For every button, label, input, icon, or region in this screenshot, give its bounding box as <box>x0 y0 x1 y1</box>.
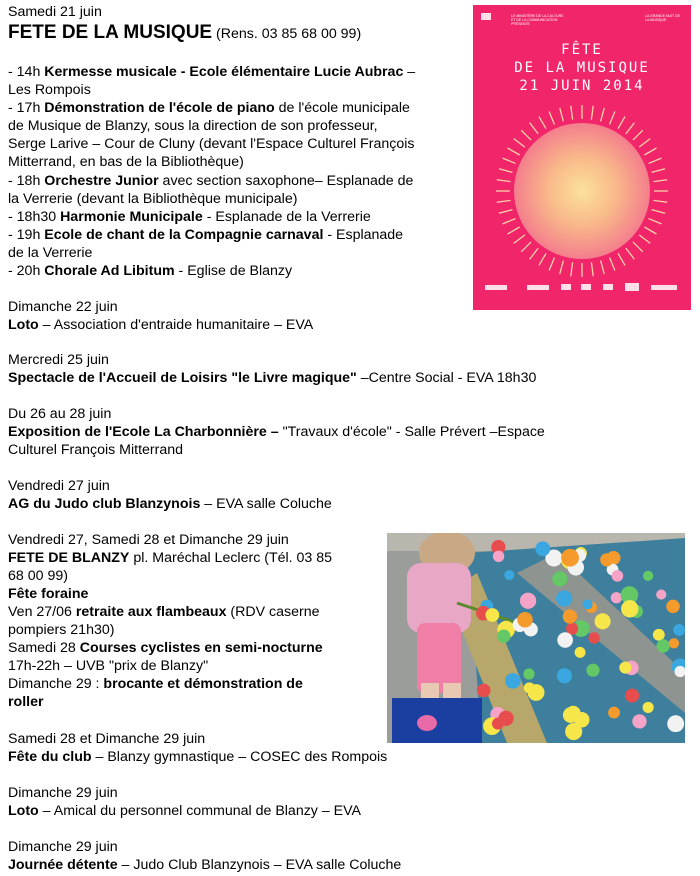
event-date: Samedi 28 et Dimanche 29 juin <box>8 731 206 747</box>
program-item: - 19h Ecole de chant de la Compagnie carnaval - Esplanade <box>8 227 404 243</box>
poster-title-line2: DE LA MUSIQUE <box>514 60 650 76</box>
event-title: Journée détente – Judo Club Blanzynois – EVA salle Coluche <box>8 857 402 873</box>
event-date: Dimanche 29 juin <box>8 839 118 855</box>
event-title: Fête du club – Blanzy gymnastique – COSEC des Rompois <box>8 749 388 765</box>
sun-disc-icon <box>514 123 650 259</box>
fete-musique-heading <box>8 24 361 44</box>
event-date: Vendredi 27 juin <box>8 478 110 494</box>
sponsor-logo-icon <box>603 284 613 290</box>
sponsor-logo-icon <box>651 285 677 290</box>
blanzy-title: FETE DE BLANZY pl. Maréchal Leclerc (Tél. 03 85 <box>8 550 333 566</box>
fete-musique-date: Samedi 21 juin <box>8 4 102 20</box>
program-item-cont: de Musique de Blanzy, sous la direction de son professeur, <box>8 118 378 134</box>
duck-pond-illustration <box>387 533 685 743</box>
fete-musique-title: FETE DE LA MUSIQUE <box>8 22 213 43</box>
blanzy-brocante: Dimanche 29 : brocante et démonstration de <box>8 676 303 692</box>
event-date: Dimanche 22 juin <box>8 299 118 315</box>
blanzy-fete-foraine: Fête foraine <box>8 586 89 602</box>
program-item: - 18h Orchestre Junior avec section saxophone– Esplanade de <box>8 173 414 189</box>
event-date: Du 26 au 28 juin <box>8 406 112 422</box>
sponsor-logo-icon <box>625 283 639 291</box>
program-item-cont: Serge Larive – Cour de Cluny (devant l'Espace Culturel François <box>8 136 415 152</box>
poster-top-left-text: LE MINISTÈRE DE LA CULTURE ET DE LA COMMUNICATION PRÉSENTE <box>511 14 564 26</box>
poster-title-line3: 21 JUIN 2014 <box>519 78 645 94</box>
program-item: - 17h Démonstration de l'école de piano de l'école municipale <box>8 100 410 116</box>
event-title: Exposition de l'Ecole La Charbonnière – "Travaux d'école" - Salle Prévert –Espace <box>8 424 545 440</box>
poster-top-right-text: LA GRANDE NUIT DE LA MUSIQUE <box>645 14 680 22</box>
program-item-cont: la Verrerie (devant la Bibliothèque municipale) <box>8 191 298 207</box>
blanzy-retraite: Ven 27/06 retraite aux flambeaux (RDV caserne <box>8 604 320 620</box>
blanzy-courses: Samedi 28 Courses cyclistes en semi-nocturne <box>8 640 323 656</box>
program-item-cont: de la Verrerie <box>8 245 93 261</box>
event-title: AG du Judo club Blanzynois – EVA salle Coluche <box>8 496 332 512</box>
event-title: Loto – Amical du personnel communal de Blanzy – EVA <box>8 803 362 819</box>
duck-pond-photo <box>387 533 685 743</box>
fete-musique-poster <box>473 5 691 310</box>
sponsor-logo-icon <box>527 285 549 290</box>
blanzy-phone-cont: 68 00 99) <box>8 568 68 584</box>
sponsor-logo-icon <box>581 284 591 290</box>
event-title: Loto – Association d'entraide humanitaire – EVA <box>8 317 314 333</box>
program-item: - 18h30 Harmonie Municipale - Esplanade de la Verrerie <box>8 209 371 225</box>
sponsor-logo-icon <box>485 285 507 290</box>
blanzy-date: Vendredi 27, Samedi 28 et Dimanche 29 juin <box>8 532 289 548</box>
poster-title-line1: FÊTE <box>561 42 603 58</box>
event-date: Mercredi 25 juin <box>8 352 109 368</box>
event-date: Dimanche 29 juin <box>8 785 118 801</box>
program-item-cont: Les Rompois <box>8 82 91 98</box>
event-title-cont: Culturel François Mitterrand <box>8 442 184 458</box>
program-item: - 20h Chorale Ad Libitum - Eglise de Blanzy <box>8 263 293 279</box>
fete-musique-rens: (Rens. 03 85 68 00 99) <box>216 26 362 42</box>
program-item-cont: Mitterrand, en bas de la Bibliothèque) <box>8 154 244 170</box>
program-item: - 14h Kermesse musicale - Ecole élémentaire Lucie Aubrac – <box>8 64 416 80</box>
blanzy-retraite-cont: pompiers 21h30) <box>8 622 115 638</box>
event-title: Spectacle de l'Accueil de Loisirs "le Livre magique" –Centre Social - EVA 18h30 <box>8 370 537 386</box>
blanzy-brocante-cont: roller <box>8 694 44 710</box>
sponsor-logo-icon <box>561 284 571 290</box>
blanzy-courses-cont: 17h-22h – UVB "prix de Blanzy" <box>8 658 209 674</box>
republique-logo-icon <box>481 13 491 20</box>
